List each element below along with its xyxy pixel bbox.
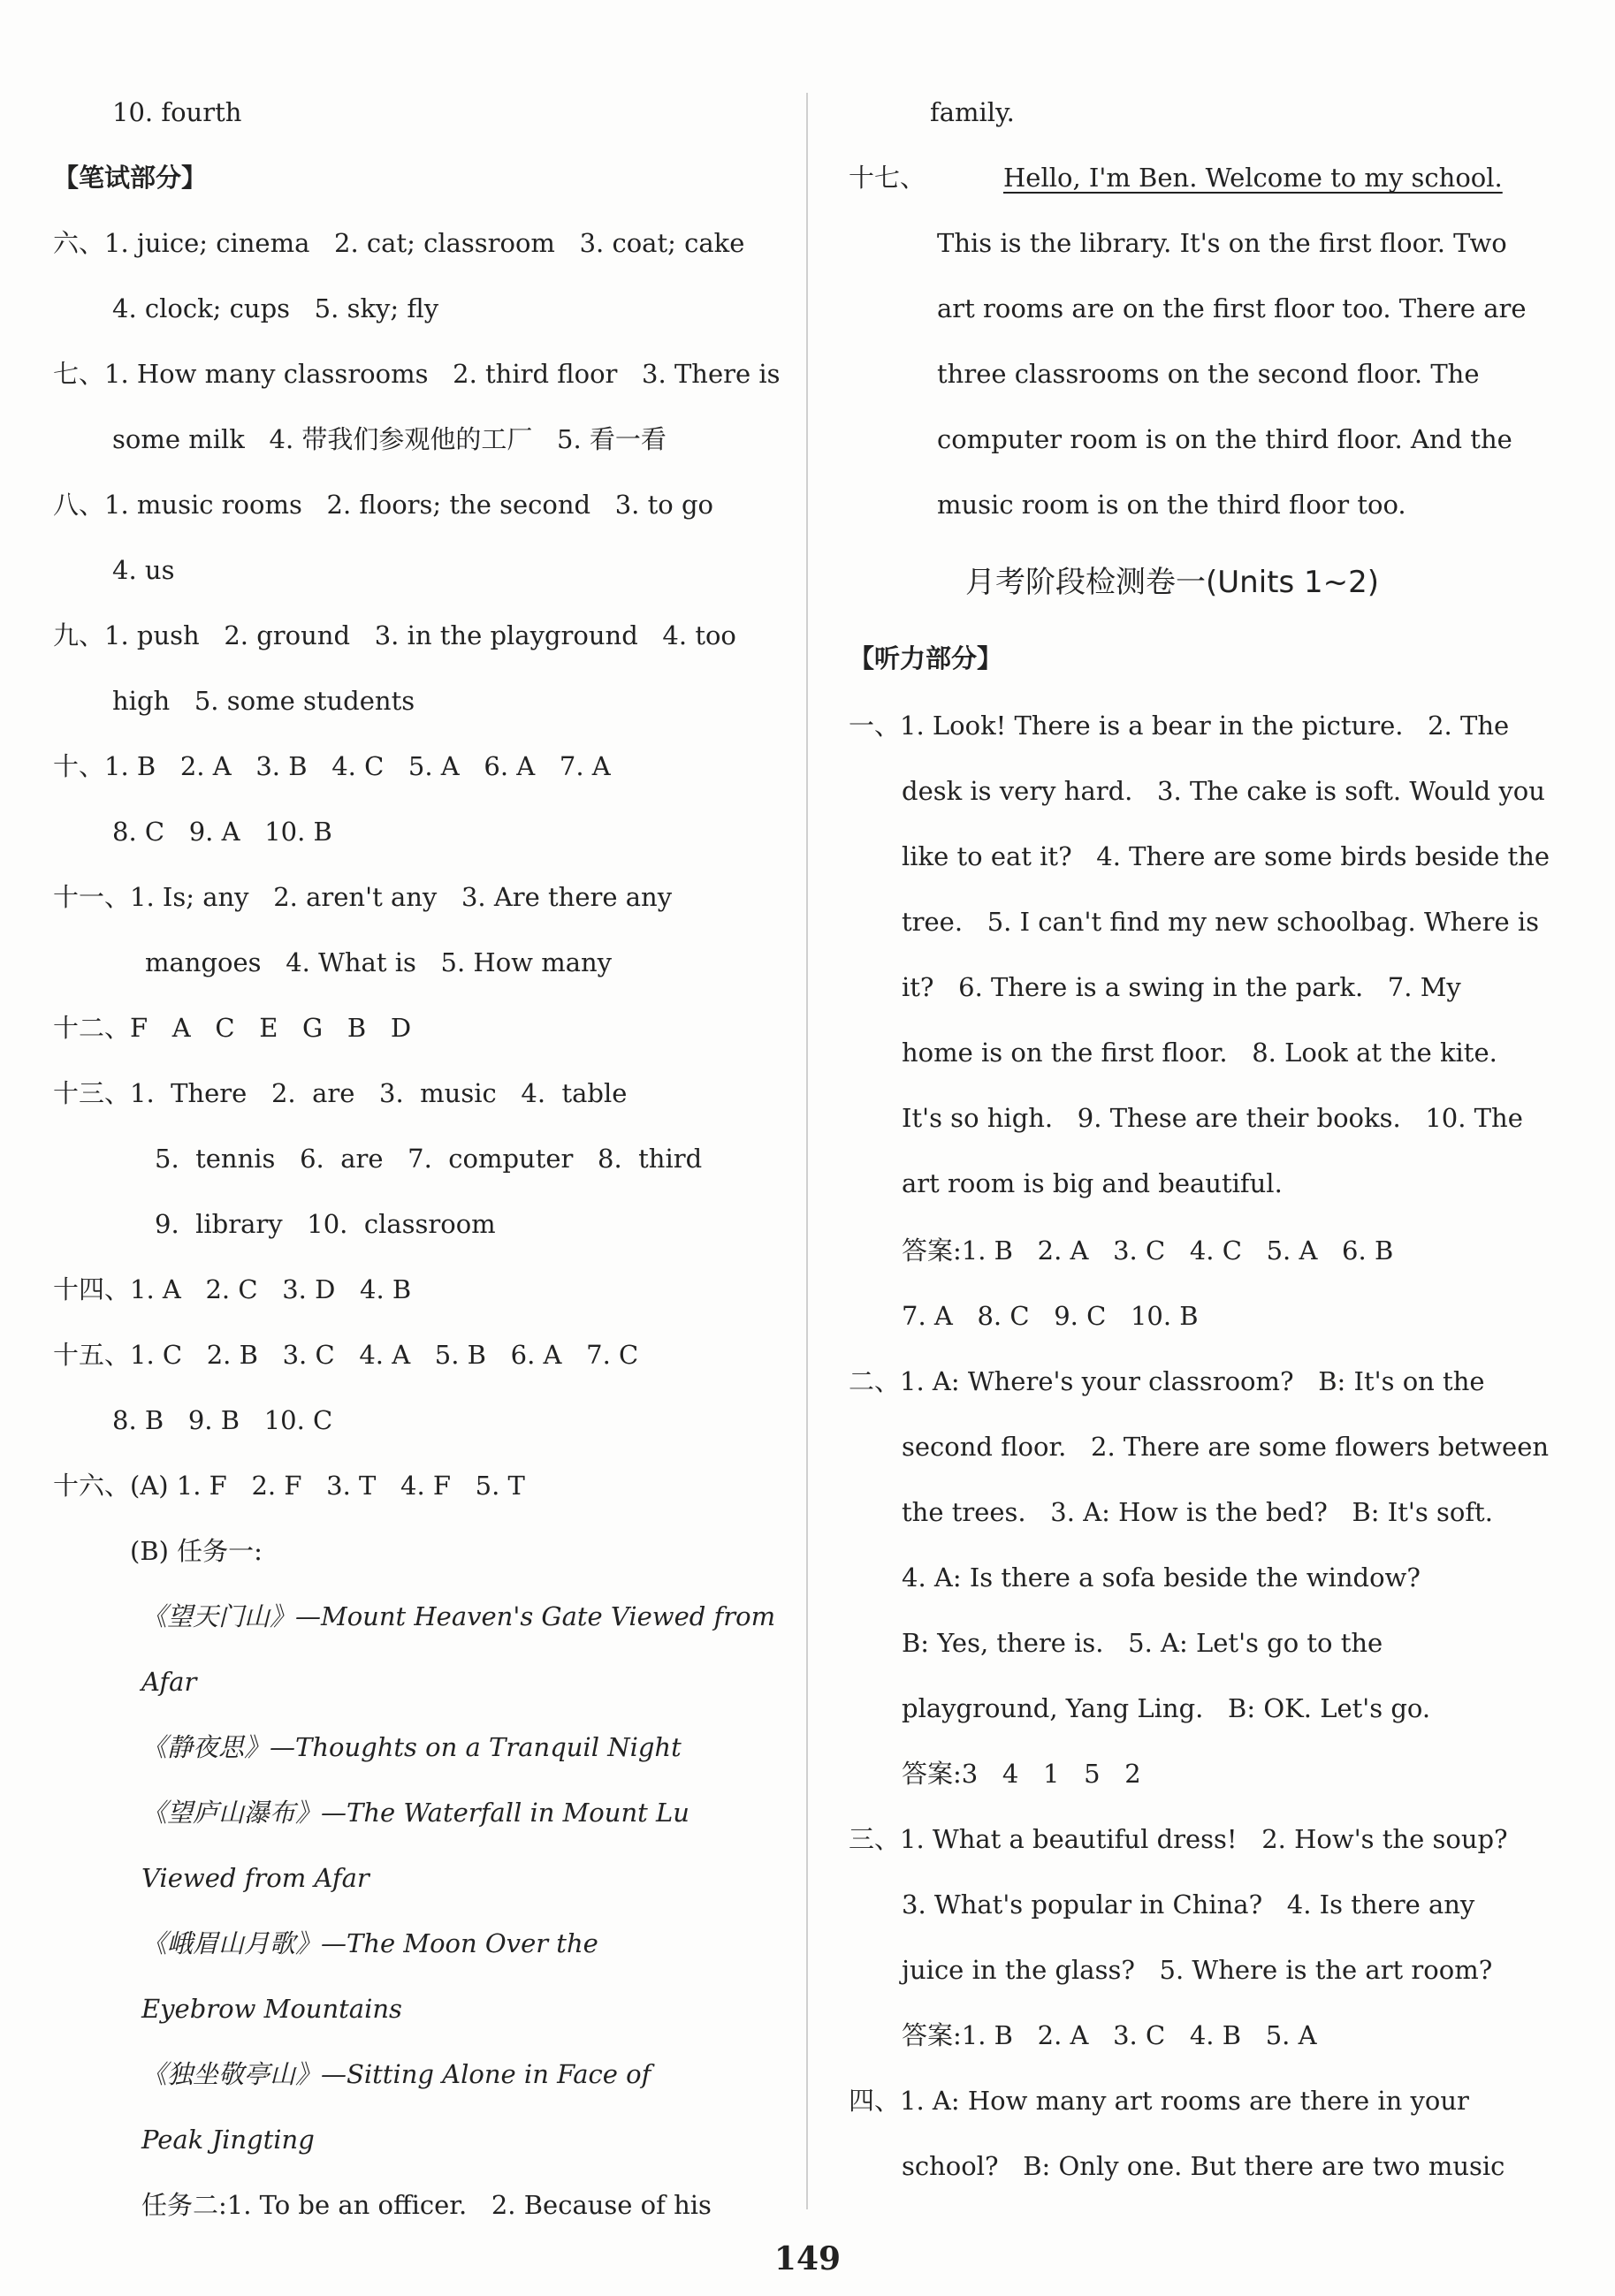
poem-line: Peak Jingting	[141, 2125, 315, 2155]
answer-line: This is the library. It's on the first floor. Two	[937, 228, 1507, 258]
transcript-line: desk is very hard. 3. The cake is soft. Would you	[902, 776, 1545, 806]
answer-line: 十六、(A) 1. F 2. F 3. T 4. F 5. T	[53, 1471, 525, 1501]
answer-line: 十四、1. A 2. C 3. D 4. B	[53, 1274, 412, 1304]
transcript-line: 四、1. A: How many art rooms are there in your	[849, 2086, 1469, 2116]
answer-line: art rooms are on the first floor too. There are	[937, 293, 1527, 323]
transcript-line: school? B: Only one. But there are two music	[902, 2151, 1505, 2181]
transcript-line: 三、1. What a beautiful dress! 2. How's the soup?	[849, 1824, 1508, 1854]
section-heading: 【听力部分】	[849, 643, 1003, 673]
answer-line: 10. fourth	[112, 97, 242, 127]
answer-line: 十、1. B 2. A 3. B 4. C 5. A 6. A 7. A	[53, 751, 611, 781]
transcript-line: it? 6. There is a swing in the park. 7. My	[902, 972, 1461, 1002]
answer-line: 5. tennis 6. are 7. computer 8. third	[155, 1144, 703, 1174]
answer-line: 9. library 10. classroom	[155, 1209, 496, 1239]
transcript-line: second floor. 2. There are some flowers between	[902, 1432, 1550, 1462]
transcript-line: 3. What's popular in China? 4. Is there any	[902, 1889, 1475, 1920]
answer-line: computer room is on the third floor. And the	[937, 424, 1512, 454]
transcript-line: home is on the first floor. 8. Look at the kite.	[902, 1038, 1497, 1068]
left-column	[53, 0, 781, 2227]
transcript-line: 一、1. Look! There is a bear in the picture. 2. The	[849, 711, 1510, 741]
column-divider	[806, 93, 808, 2209]
answer-line: (B) 任务一:	[130, 1536, 263, 1566]
answer-line: Hello, I'm Ben. Welcome to my school.	[1003, 163, 1503, 193]
answer-line: 六、1. juice; cinema 2. cat; classroom 3. coat; cake	[53, 228, 745, 258]
poem-line: 《望庐山瀑布》—The Waterfall in Mount Lu	[141, 1798, 689, 1828]
answer-key: 答案:1. B 2. A 3. C 4. B 5. A	[902, 2020, 1317, 2050]
transcript-line: B: Yes, there is. 5. A: Let's go to the	[902, 1628, 1383, 1658]
page-number: 149	[773, 2240, 842, 2277]
answer-line: 十五、1. C 2. B 3. C 4. A 5. B 6. A 7. C	[53, 1340, 639, 1370]
answer-line: 十七、	[849, 163, 926, 193]
transcript-line: tree. 5. I can't find my new schoolbag. Where is	[902, 907, 1540, 937]
poem-line: Afar	[141, 1667, 197, 1697]
right-column	[849, 0, 1573, 2227]
transcript-line: the trees. 3. A: How is the bed? B: It's soft.	[902, 1497, 1493, 1527]
test-title: 月考阶段检测卷一(Units 1~2)	[965, 565, 1380, 600]
answer-line: family.	[930, 97, 1015, 127]
poem-line: 《望天门山》—Mount Heaven's Gate Viewed from	[141, 1601, 776, 1631]
answer-line: mangoes 4. What is 5. How many	[145, 947, 613, 977]
answer-line: 九、1. push 2. ground 3. in the playground 4. too	[53, 620, 736, 650]
answer-line: 十三、1. There 2. are 3. music 4. table	[53, 1078, 628, 1108]
answer-key: 7. A 8. C 9. C 10. B	[902, 1301, 1199, 1331]
answer-line: 八、1. music rooms 2. floors; the second 3. to go	[53, 490, 713, 520]
answer-key: 答案:3 4 1 5 2	[902, 1759, 1141, 1789]
answer-line: 任务二:1. To be an officer. 2. Because of his	[141, 2190, 712, 2220]
answer-line: music room is on the third floor too.	[937, 490, 1406, 520]
answer-line: 七、1. How many classrooms 2. third floor 3. There is	[53, 359, 781, 389]
answer-line: three classrooms on the second floor. The	[937, 359, 1480, 389]
answer-line: 8. C 9. A 10. B	[112, 817, 332, 847]
transcript-line: playground, Yang Ling. B: OK. Let's go.	[902, 1693, 1431, 1723]
poem-line: 《峨眉山月歌》—The Moon Over the	[141, 1928, 598, 1958]
transcript-line: 4. A: Is there a sofa beside the window?	[902, 1562, 1421, 1593]
answer-line: 十一、1. Is; any 2. aren't any 3. Are there any	[53, 882, 673, 912]
transcript-line: art room is big and beautiful.	[902, 1168, 1283, 1198]
answer-line: some milk 4. 带我们参观他的工厂 5. 看一看	[112, 424, 667, 454]
poem-line: 《静夜思》—Thoughts on a Tranquil Night	[141, 1732, 682, 1762]
answer-line: high 5. some students	[112, 686, 415, 716]
transcript-line: It's so high. 9. These are their books. 10. The	[902, 1103, 1523, 1133]
poem-line: Viewed from Afar	[141, 1863, 369, 1893]
poem-line: 《独坐敬亭山》—Sitting Alone in Face of	[141, 2059, 651, 2089]
answer-line: 8. B 9. B 10. C	[112, 1405, 333, 1435]
answer-line: 4. clock; cups 5. sky; fly	[112, 293, 439, 323]
transcript-line: 二、1. A: Where's your classroom? B: It's on the	[849, 1366, 1485, 1396]
transcript-line: juice in the glass? 5. Where is the art room?	[902, 1955, 1493, 1985]
answer-line: 十二、F A C E G B D	[53, 1013, 412, 1043]
transcript-line: like to eat it? 4. There are some birds beside the	[902, 841, 1550, 871]
poem-line: Eyebrow Mountains	[141, 1994, 402, 2024]
answer-line: 4. us	[112, 555, 175, 585]
answer-key: 答案:1. B 2. A 3. C 4. C 5. A 6. B	[902, 1235, 1394, 1266]
section-heading: 【笔试部分】	[53, 163, 208, 193]
